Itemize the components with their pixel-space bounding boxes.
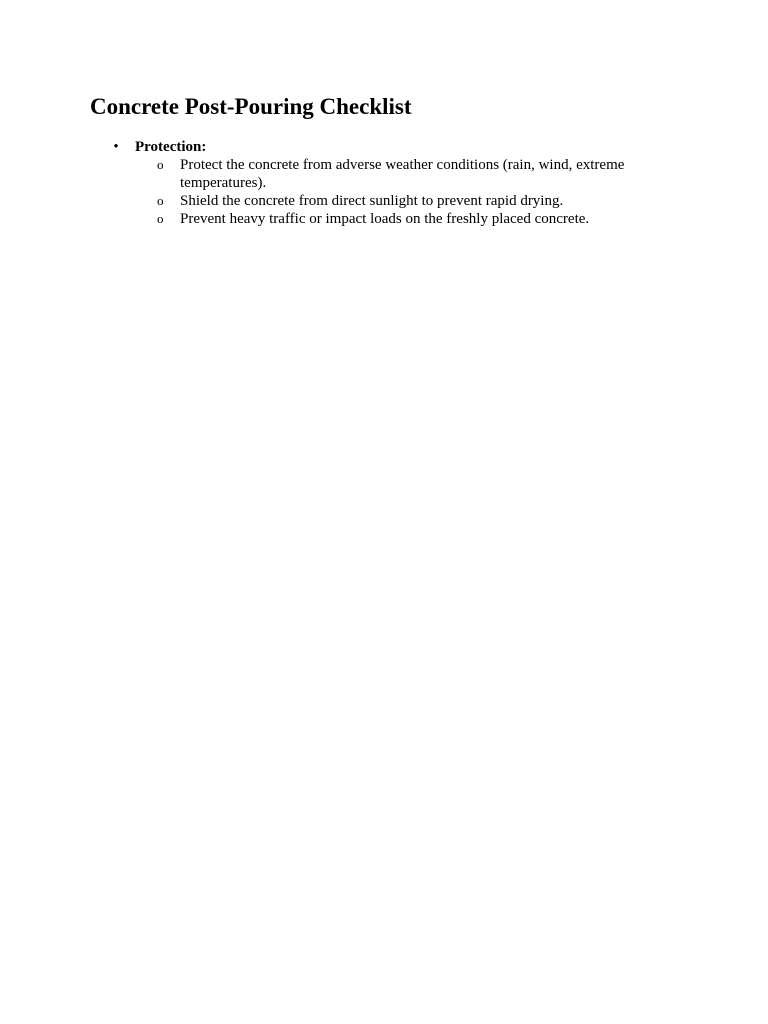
bullet-icon <box>111 138 121 156</box>
list-item-text: Prevent heavy traffic or impact loads on the freshly placed concrete. <box>180 211 590 227</box>
checklist <box>0 138 768 228</box>
circle-bullet-icon <box>157 156 164 174</box>
list-item <box>135 156 630 192</box>
list-item <box>135 192 630 210</box>
circle-bullet-icon <box>157 192 164 210</box>
page-title: Concrete Post-Pouring Checklist <box>90 94 412 119</box>
circle-bullet-icon <box>157 210 164 228</box>
section-item-list <box>135 156 768 228</box>
section-label: Protection: <box>135 139 207 155</box>
list-item <box>135 210 630 228</box>
list-item-text: Protect the concrete from adverse weather conditions (rain, wind, extreme temperatures). <box>180 157 625 191</box>
checklist-section-protection <box>0 138 768 228</box>
list-item-text: Shield the concrete from direct sunlight to prevent rapid drying. <box>180 193 564 209</box>
